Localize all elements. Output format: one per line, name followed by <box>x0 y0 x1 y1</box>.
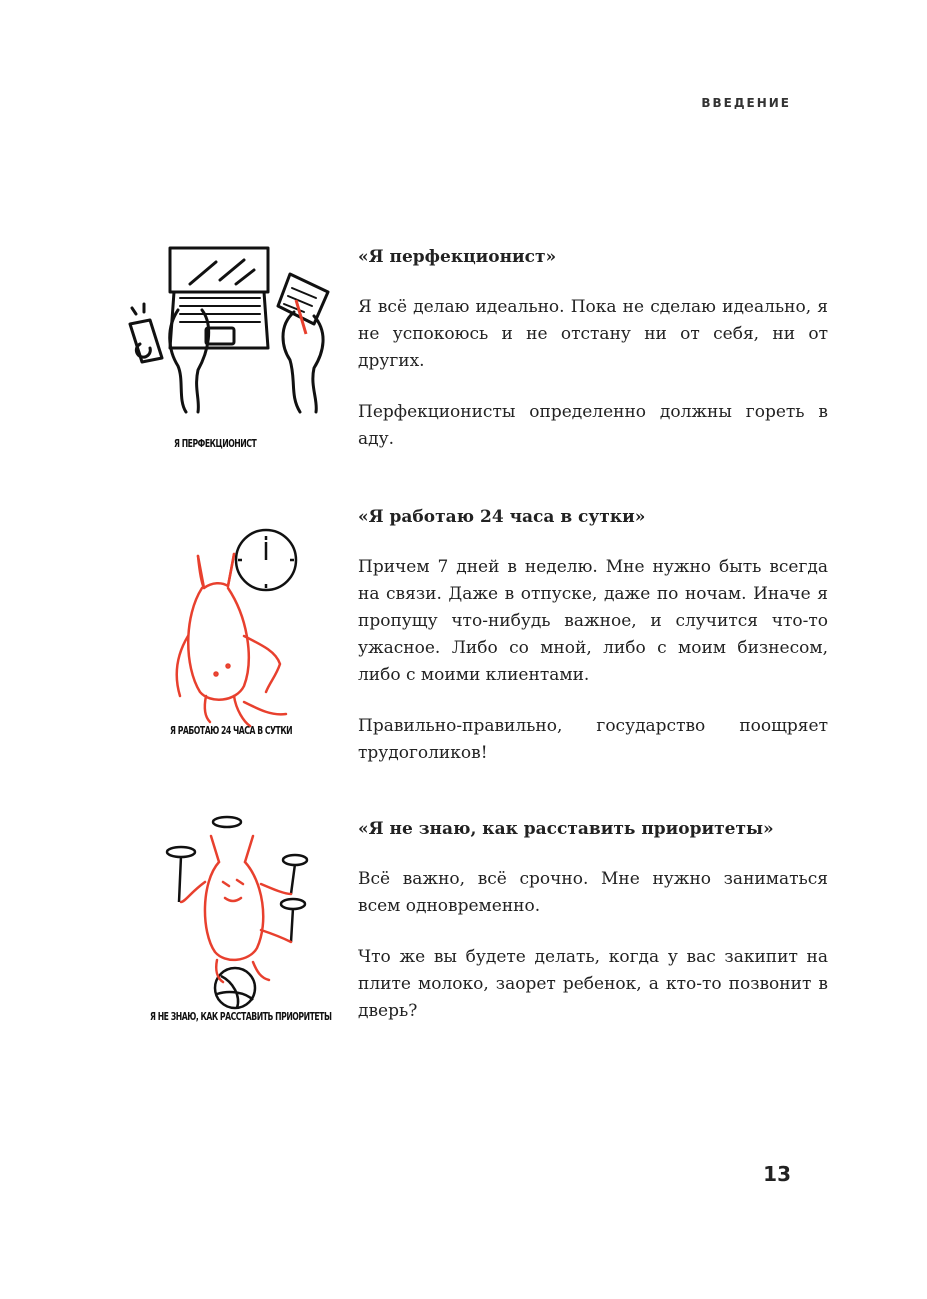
section-text <box>358 246 828 477</box>
section-heading: «Я перфекционист» <box>358 247 557 267</box>
cat-red-icon <box>181 836 291 982</box>
paragraph: Я всё делаю идеально. Пока не сделаю идеально, я не успокоюсь и не отстану ни от себя, ни от других. <box>358 297 828 371</box>
paragraph: Что же вы будете делать, когда у вас закипит на плите молоко, заорет ребенок, а кто-то позвонит в дверь? <box>358 947 828 1021</box>
paragraph: Всё важно, всё срочно. Мне нужно заниматься всем одновременно. <box>358 869 828 916</box>
paragraph: Причем 7 дней в неделю. Мне нужно быть всегда на связи. Даже в отпуске, даже по ночам. Иначе я пропущу что-нибудь важное, и случится что-то ужасное. Либо со мной, либо с моим бизнесом, либо с моими клиентами. <box>358 557 828 685</box>
section-text <box>358 506 828 791</box>
spinning-plates-cat-icon <box>145 812 325 1012</box>
illustration-caption: Я РАБОТАЮ 24 ЧАСА В СУТКИ <box>170 724 293 737</box>
illustration-caption: Я НЕ ЗНАЮ, КАК РАССТАВИТЬ ПРИОРИТЕТЫ <box>150 1010 332 1023</box>
laptop-hands-icon <box>118 240 348 420</box>
section-text <box>358 818 828 1049</box>
illustration-caption: Я ПЕРФЕКЦИОНИСТ <box>174 437 257 450</box>
section-heading: «Я не знаю, как расставить приоритеты» <box>358 819 774 839</box>
cat-clock-icon <box>140 526 340 736</box>
paragraph: Перфекционисты определенно должны гореть в аду. <box>358 402 828 449</box>
section-heading: «Я работаю 24 часа в сутки» <box>358 507 646 527</box>
cat-red-icon <box>177 554 286 726</box>
running-head: ВВЕДЕНИЕ <box>701 96 791 110</box>
paragraph: Правильно-правильно, государство поощряет трудоголиков! <box>358 716 828 763</box>
page-number: 13 <box>763 1162 791 1186</box>
